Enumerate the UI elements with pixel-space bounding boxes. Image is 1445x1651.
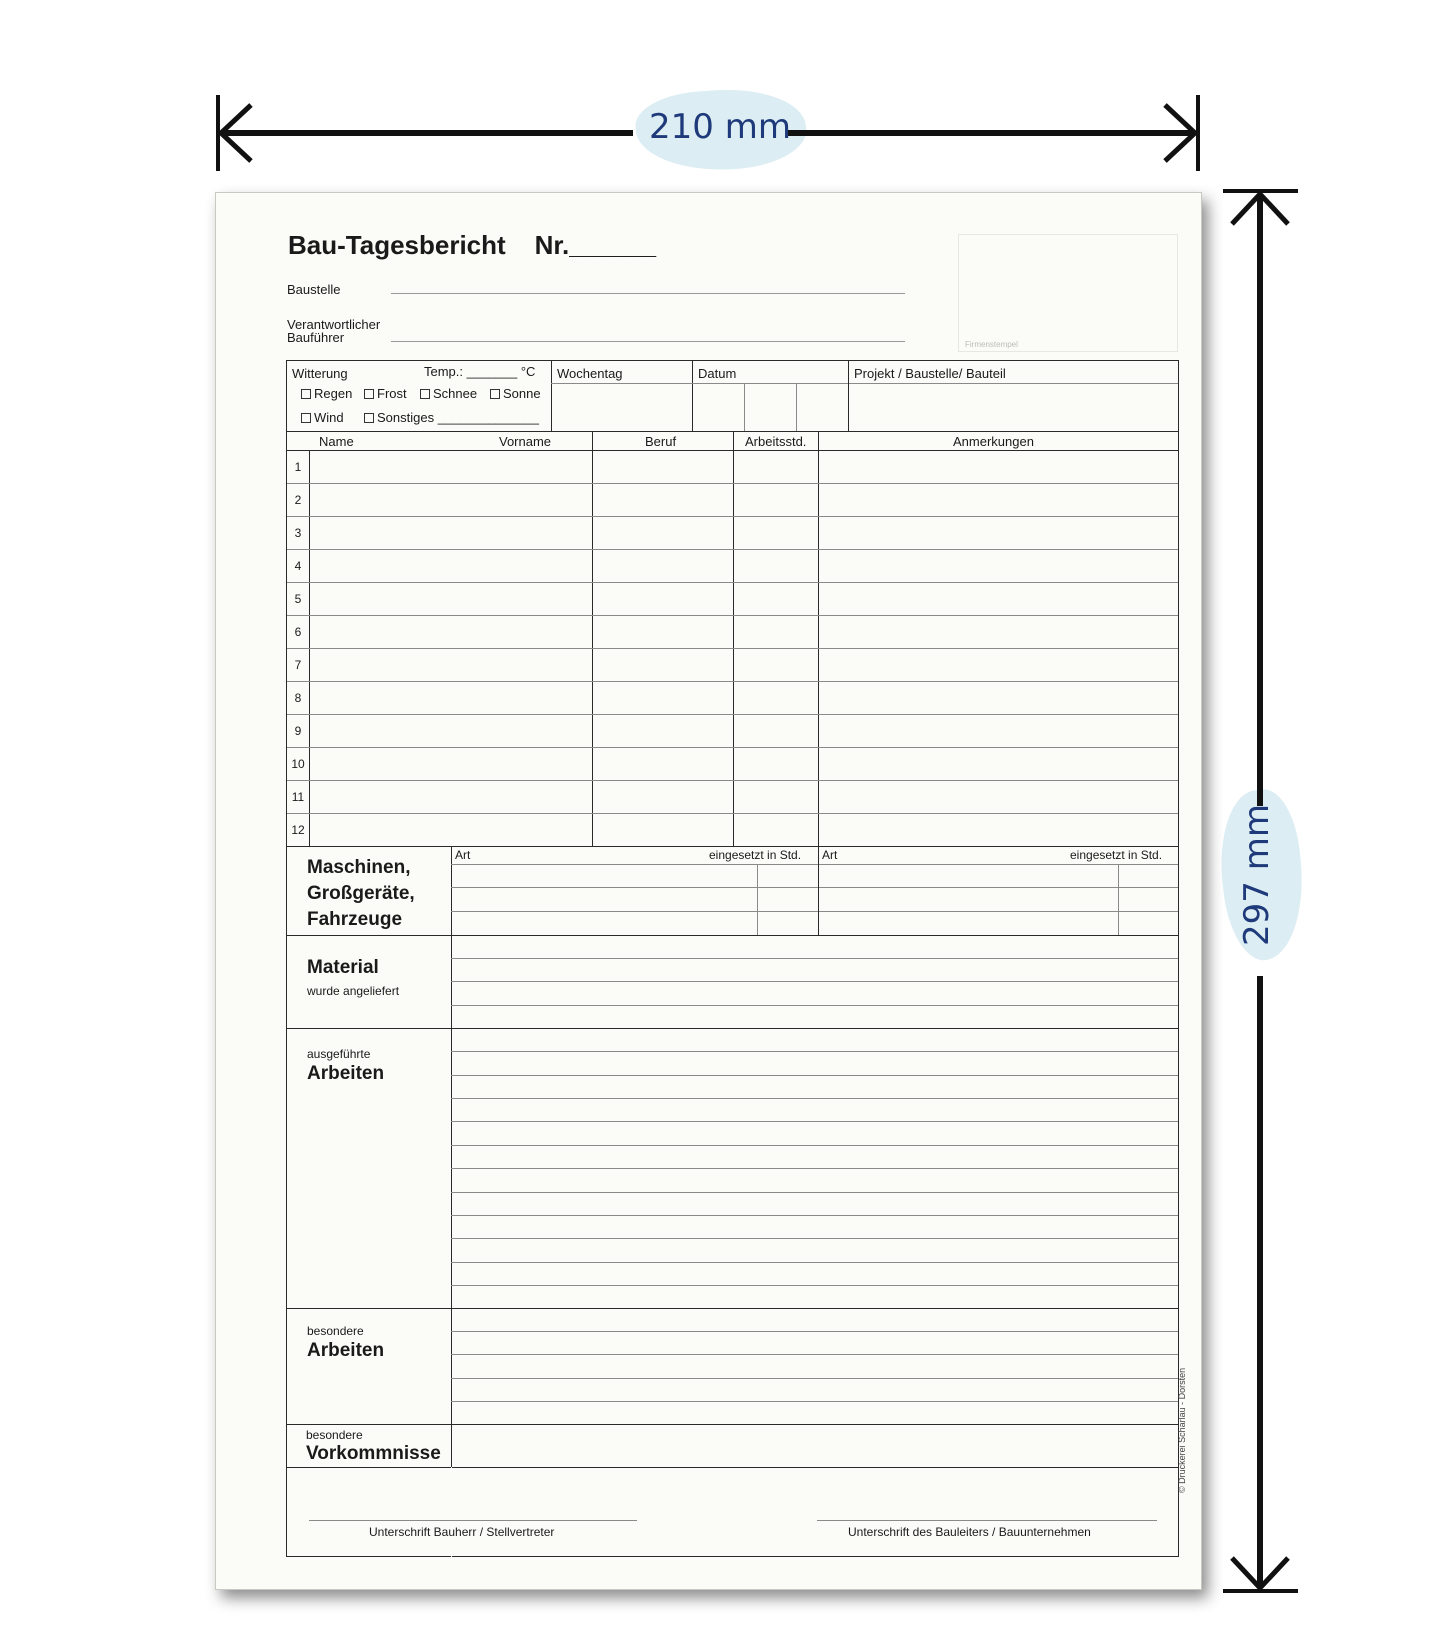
temp-label: Temp.: _______ °C [424,364,536,379]
signature-line-right[interactable] [817,1520,1157,1521]
row-line [287,780,1178,781]
special-line [451,1401,1178,1402]
ausgefuehrte-sub: ausgeführte [307,1047,371,1061]
special-line [451,1354,1178,1355]
row-number: 10 [291,757,305,771]
checkbox-icon [301,389,311,399]
material-line [451,958,1178,959]
section-border [287,1308,1178,1309]
form-title [288,230,656,261]
work-line [451,1098,1178,1099]
row-line [287,615,1178,616]
row-number: 2 [294,493,302,507]
section-border [287,1467,1178,1468]
art-label-left: Art [455,848,471,862]
material-title: Material [307,957,379,978]
work-line [451,1075,1178,1076]
row-line [287,747,1178,748]
projekt-label: Projekt / Baustelle/ Bauteil [854,366,1006,381]
row-number: 4 [294,559,302,573]
checkbox-icon [490,389,500,399]
baustelle-label: Baustelle [287,282,341,297]
vorkommnisse-title: Vorkommnisse [306,1443,441,1464]
width-label: 210 mm [649,107,791,147]
divider [551,361,552,431]
row-number: 7 [294,658,302,672]
wind-label: Wind [314,410,344,425]
regen-checkbox[interactable] [301,386,352,401]
col-beruf: Beruf [645,434,677,449]
height-label: 297 mm [1237,804,1277,946]
verantwortlicher-label [287,318,380,344]
material-line [451,1005,1178,1006]
machines-title [307,855,415,933]
machine-line [451,864,1178,865]
signature-left-label: Unterschrift Bauherr / Stellvertreter [369,1525,555,1539]
row-number: 6 [294,625,302,639]
eingesetzt-label-left: eingesetzt in Std. [709,848,802,862]
signature-right-label: Unterschrift des Bauleiters / Bauunternehmen [848,1525,1091,1539]
sonne-checkbox[interactable] [490,386,541,401]
machine-divider [757,864,758,935]
checkbox-icon [301,413,311,423]
row-line [287,813,1178,814]
col-anmerkungen: Anmerkungen [953,434,1034,449]
sonne-label: Sonne [503,386,541,401]
row-number: 12 [291,823,305,837]
besondere-arbeiten-sub: besondere [307,1324,364,1338]
verantwortlicher-line[interactable] [391,341,905,342]
material-sub: wurde angeliefert [307,984,400,998]
row-line [287,681,1178,682]
col-divider [733,431,734,846]
wochentag-label: Wochentag [557,366,623,381]
row-line [287,549,1178,550]
checkbox-icon [364,389,374,399]
divider [692,361,693,431]
work-line [451,1192,1178,1193]
machine-divider [1118,864,1119,935]
work-line [451,1285,1178,1286]
machines-title-2: Großgeräte, [307,883,415,904]
ausgefuehrte-title: Arbeiten [307,1063,385,1084]
machine-divider [818,846,819,935]
row-number: 8 [294,691,302,705]
besondere-arbeiten-title: Arbeiten [307,1340,385,1361]
work-line [451,1215,1178,1216]
row-number: 11 [291,790,305,804]
datum-cell-divider [796,383,797,431]
divider [848,361,849,431]
col-divider [592,431,593,846]
row-line [287,714,1178,715]
regen-label: Regen [314,386,353,401]
label-column-divider [451,846,452,1558]
frost-label: Frost [377,386,407,401]
machine-line [451,911,1178,912]
signature-line-left[interactable] [309,1520,637,1521]
signature-mask [451,1467,452,1558]
schnee-label: Schnee [433,386,478,401]
section-border [287,846,1178,847]
row-number: 1 [294,460,302,474]
row-line [287,648,1178,649]
title-text: Bau-Tagesbericht [288,230,506,260]
work-line [451,1121,1178,1122]
sonstiges-label: Sonstiges ______________ [377,410,539,425]
stamp-label: Firmenstempel [965,340,1018,349]
bauleiter-text: Bauführer [287,330,345,345]
checkbox-icon [420,389,430,399]
material-line [451,981,1178,982]
col-divider [818,431,819,846]
verantwortlicher-text: Verantwortlicher [287,317,381,332]
checkbox-icon [364,413,374,423]
work-line [451,1145,1178,1146]
machines-title-3: Fahrzeuge [307,909,403,930]
witterung-label: Witterung [292,366,348,381]
company-stamp-box [958,234,1178,352]
datum-cell-divider [744,383,745,431]
datum-label: Datum [698,366,737,381]
machine-line [451,887,1178,888]
section-border [287,1028,1178,1029]
schnee-checkbox[interactable] [420,386,477,401]
row-line [287,483,1178,484]
work-line [451,1051,1178,1052]
baustelle-line[interactable] [391,293,905,294]
work-line [451,1168,1178,1169]
work-line [451,1238,1178,1239]
col-vorname: Vorname [499,434,552,449]
row-number: 3 [294,526,302,540]
machines-title-1: Maschinen, [307,857,411,878]
col-name: Name [319,434,354,449]
report-grid [286,360,1179,1557]
row-number: 9 [294,724,302,738]
vorkommnisse-sub: besondere [306,1428,363,1442]
printer-credit: © Druckerei Scharlau - Dorsten [1177,1367,1187,1493]
section-border [287,1424,1178,1425]
art-label-right: Art [822,848,838,862]
frost-checkbox[interactable] [364,386,407,401]
section-border [287,935,1178,936]
wind-checkbox[interactable] [301,410,344,425]
form-sheet [215,192,1202,1590]
header-subline [551,383,1178,384]
special-line [451,1331,1178,1332]
report-number-label: Nr.______ [534,230,657,260]
row-line [287,516,1178,517]
work-line [451,1262,1178,1263]
row-line [287,582,1178,583]
special-line [451,1378,1178,1379]
col-arbeitsstd: Arbeitsstd. [745,434,807,449]
row-number: 5 [294,592,302,606]
eingesetzt-label-right: eingesetzt in Std. [1070,848,1163,862]
sonstiges-checkbox[interactable] [364,410,539,425]
